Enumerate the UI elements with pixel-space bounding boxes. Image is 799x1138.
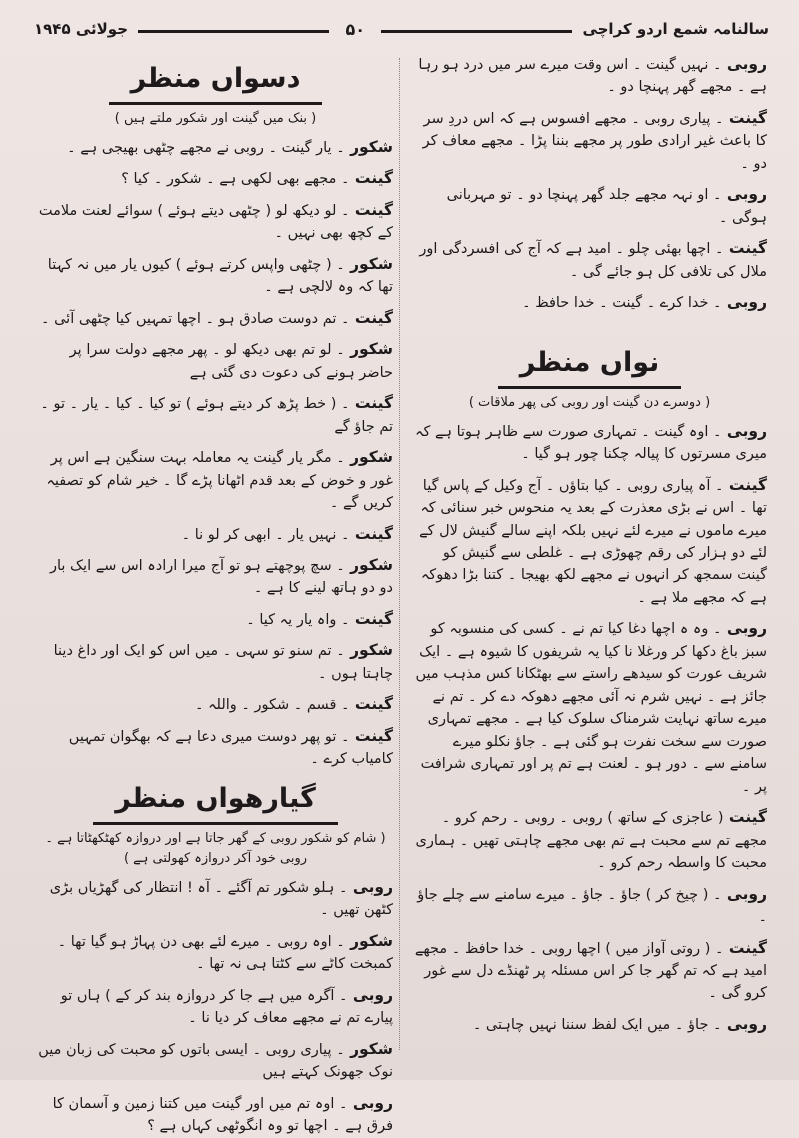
header-rule-right <box>381 30 572 33</box>
speaker-name: گینت <box>349 169 393 188</box>
dialogue-line <box>38 252 393 299</box>
left-column <box>38 52 393 1135</box>
right-column <box>412 52 767 1060</box>
dialogue-line <box>38 135 393 159</box>
dialogue-line <box>38 638 393 685</box>
speaker-name: روبی <box>721 1014 767 1033</box>
dialogue-text: ۔ نہیں گینت ۔ اس وقت میرے سر میں درد ہو رہا ہے ۔ مجھے گھر پہنچا دو ۔ <box>418 57 767 96</box>
speaker-name: روبی <box>721 293 767 312</box>
speaker-name: گینت <box>723 108 767 127</box>
dialogue-text: ۔ اوہ تم میں اور گینت میں کتنا زمین و آسمان کا فرق ہے ۔ اچھا تو وہ انگوٹھی کہاں ہے ؟ <box>52 1095 393 1135</box>
dialogue-line <box>412 616 767 798</box>
speaker-name: گینت <box>723 938 767 957</box>
speaker-name: گینت <box>349 394 393 413</box>
dialogue-line <box>412 936 767 1005</box>
speaker-name: گینت <box>349 609 393 628</box>
header-magazine-title: سالنامہ شمع اردو کراچی <box>582 20 769 38</box>
dialogue-line <box>38 166 393 190</box>
right-column-dialogue <box>412 52 767 315</box>
dialogue-text: ۔ ( خط پڑھ کر دیتے ہوئے ) تو کیا ۔ کیا ۔ یار ۔ تو ۔ تم جاؤ گے <box>40 396 393 435</box>
dialogue-text: ۔ ( روتی آواز میں ) اچھا روبی ۔ خدا حافظ ۔ مجھے امید ہے کہ تم گھر جا کر اس مسئلہ پر ٹھنڈے دل سے غور کرو گی ۔ <box>414 940 767 1002</box>
dialogue-text: ۔ مجھے بھی لکھی ہے ۔ شکور ۔ کیا ؟ <box>121 171 350 188</box>
scene-eleventh-dialogue <box>38 875 393 1138</box>
speaker-name: گینت <box>723 239 767 258</box>
dialogue-text: ۔ خدا کرے ۔ گینت ۔ خدا حافظ ۔ <box>522 295 722 312</box>
dialogue-text: ۔ قسم ۔ شکور ۔ واللہ ۔ <box>194 697 350 714</box>
speaker-name: شکور <box>344 931 393 950</box>
dialogue-text: ۔ ( چٹھی واپس کرتے ہوئے ) کیوں یار میں نہ کہتا تھا کہ وہ لالچی ہے ۔ <box>47 256 393 296</box>
speaker-name: شکور <box>344 340 393 359</box>
dialogue-line <box>38 1091 393 1138</box>
dialogue-text: ۔ تم سنو تو سہی ۔ میں اس کو ایک اور داغ دینا چاہتا ہوں ۔ <box>53 643 393 682</box>
dialogue-text: ۔ مگر یار گینت یہ معاملہ بہت سنگین ہے اس پر غور و خوض کے بعد قدم اٹھانا پڑے گا ۔ خیر شام کو تصفیہ کریں گے ۔ <box>46 450 393 512</box>
speaker-name: روبی <box>721 185 767 204</box>
header-date: جولائی ۱۹۴۵ <box>33 20 129 38</box>
speaker-name: روبی <box>347 985 393 1004</box>
scene-heading-ninth: نواں منظر <box>412 342 767 389</box>
speaker-name: گینت <box>349 200 393 219</box>
dialogue-line <box>38 445 393 514</box>
scene-note-eleventh: ( شام کو شکور روبی کے گھر جاتا ہے اور دروازہ کھٹکھٹاتا ہے ۔ روبی خود آکر دروازہ کھولتی ہے ) <box>45 830 386 866</box>
dialogue-text: ۔ اچھا بھئی چلو ۔ امید ہے کہ آج کی افسردگی اور ملال کی تلافی کل ہو جائے گی ۔ <box>419 241 767 280</box>
speaker-name: شکور <box>344 137 393 156</box>
dialogue-line <box>412 236 767 283</box>
dialogue-line <box>412 106 767 175</box>
dialogue-line <box>38 306 393 330</box>
dialogue-line <box>412 182 767 229</box>
dialogue-text: ۔ وہ ہ اچھا دغا کیا تم نے ۔ کسی کی منسوبہ کو سبز باغ دکھا کر ورغلا نا کیا یہ شریفوں کا شیوہ ہے ۔ ایک شریف عورت کو سیدھے راستے سے بھٹکانا کس مذہب میں جائز ہے ۔ نہیں شرم نہ آئی مجھے دھوکہ دے کر ۔ تم نے میرے ساتھ نہایت شرمناک سلوک کیا ہے ۔ مجھے تمہاری صورت سے سخت نفرت ہو گئی ہے ۔ جاؤ نکلو میرے سامنے سے ۔ دور ہو ۔ لعنت ہے تم پر اور تمہاری شرافت پر ۔ <box>415 621 767 795</box>
dialogue-text: ( عاجزی کے ساتھ ) روبی ۔ روبی ۔ رحم کرو ۔ مجھے تم سے محبت ہے تم بھی مجھے چاہتی تھیں ۔ ہماری محبت کا واسطہ رحم کرو ۔ <box>415 810 767 872</box>
page-header <box>34 12 769 46</box>
dialogue-line <box>38 983 393 1030</box>
speaker-name: گینت <box>349 695 393 714</box>
speaker-name: روبی <box>721 55 767 73</box>
dialogue-text: ۔ نہیں یار ۔ ابھی کر لو نا ۔ <box>181 526 350 543</box>
speaker-name: روبی <box>721 619 767 638</box>
dialogue-line <box>412 805 767 874</box>
dialogue-text: ۔ یار گینت ۔ روبی نے مجھے چٹھی بھیجی ہے ۔ <box>67 139 345 156</box>
dialogue-text: ۔ ہلو شکور تم آگئے ۔ آہ ! انتظار کی گھڑیاں بڑی کٹھن تھیں ۔ <box>49 879 393 919</box>
dialogue-line <box>38 929 393 976</box>
speaker-name: شکور <box>344 448 393 467</box>
dialogue-line <box>412 290 767 314</box>
dialogue-line <box>412 1012 767 1036</box>
page-number: ۵۰ <box>345 19 365 39</box>
dialogue-text: ۔ آگرہ میں ہے جا کر دروازہ بند کر کے ) ہاں تو پیارے تم نے مجھے معاف کر دیا نا ۔ <box>60 987 393 1027</box>
dialogue-text: ۔ پیاری روبی ۔ مجھے افسوس ہے کہ اس دردِ سر کا باعث غیر ارادی طور پر مجھے بننا پڑا ۔ مجھے معاف کر دو ۔ <box>422 110 767 172</box>
header-rule-left <box>138 30 329 33</box>
dialogue-text: ۔ تو پھر دوست میری دعا ہے کہ بھگوان تمہیں کامیاب کرے ۔ <box>68 728 393 768</box>
speaker-name: شکور <box>344 641 393 660</box>
dialogue-line <box>38 724 393 771</box>
speaker-name: گینت <box>349 726 393 745</box>
speaker-name: روبی <box>721 421 767 440</box>
dialogue-line <box>38 553 393 600</box>
speaker-name: روبی <box>347 1093 393 1112</box>
dialogue-text: ۔ لو دیکھ لو ( چٹھی دیتے ہوئے ) سوائے لعنت ملامت کے کچھ بھی نہیں ۔ <box>38 202 393 242</box>
dialogue-line <box>412 473 767 610</box>
dialogue-line <box>38 1037 393 1084</box>
dialogue-line <box>38 875 393 922</box>
scene-heading-eleventh: گیارھواں منظر <box>38 778 393 825</box>
dialogue-line <box>412 419 767 466</box>
scene-heading-tenth: دسواں منظر <box>38 58 393 105</box>
speaker-name: شکور <box>344 556 393 575</box>
dialogue-text: ۔ سچ پوچھتے ہو تو آج میرا ارادہ اس سے ایک بار دو دو ہاتھ لینے کا ہے ۔ <box>49 558 393 597</box>
speaker-name: شکور <box>344 1039 393 1058</box>
scene-tenth-dialogue <box>38 135 393 771</box>
dialogue-line <box>38 692 393 716</box>
dialogue-line <box>38 391 393 438</box>
speaker-name: روبی <box>347 877 393 896</box>
dialogue-text: ۔ او نہہ مجھے جلد گھر پہنچا دو ۔ تو مہربانی ہوگی ۔ <box>446 187 767 226</box>
dialogue-text: ۔ اوہ گینت ۔ تمہاری صورت سے ظاہر ہوتا ہے کہ میری مسرتوں کا پیالہ چکنا چور ہو گیا ۔ <box>414 423 767 463</box>
speaker-name: شکور <box>344 254 393 273</box>
speaker-name: گینت <box>723 475 767 494</box>
scene-note-ninth: ( دوسرے دن گینت اور روبی کی پھر ملاقات ) <box>468 394 711 410</box>
column-divider <box>399 58 400 1050</box>
scene-note-tenth: ( بنک میں گینت اور شکور ملتے ہیں ) <box>114 110 317 126</box>
dialogue-text: ۔ تم دوست صادق ہو ۔ اچھا تمہیں کیا چٹھی آئی ۔ <box>40 310 350 327</box>
dialogue-line <box>412 52 767 99</box>
dialogue-line <box>38 198 393 245</box>
dialogue-line <box>412 882 767 929</box>
speaker-name: گینت <box>349 308 393 327</box>
dialogue-line <box>38 607 393 631</box>
dialogue-text: ۔ آہ پیاری روبی ۔ کیا بتاؤں ۔ آج وکیل کے پاس گیا تھا ۔ اس نے بڑی معذرت کے بعد یہ منحوس خبر سنائی کہ میرے ماموں نے میرے لئے نہیں بلکہ اپنے سالے گنیش لال کے لئے دو ہزار کی رقم چھوڑی ہے ۔ غلطی سے گنیش کو گینت سمجھ کر انہوں نے مجھے لکھ بھیجا ۔ کتنا بڑا دھوکہ ہے کہ مجھے ملا ہے ۔ <box>419 477 767 606</box>
speaker-name: گینت <box>723 808 767 827</box>
dialogue-text: ۔ اوہ روبی ۔ میرے لئے بھی دن پہاڑ ہو گیا تھا ۔ کمبخت کاٹے سے کٹتا ہی نہ تھا ۔ <box>57 933 393 973</box>
speaker-name: گینت <box>349 524 393 543</box>
scene-ninth-dialogue <box>412 419 767 1037</box>
dialogue-text: ۔ لو تم بھی دیکھ لو ۔ پھر مجھے دولت سرا پر حاضر ہونے کی دعوت دی گئی ہے <box>69 342 393 381</box>
dialogue-line <box>38 337 393 384</box>
dialogue-text: ۔ پیاری روبی ۔ ایسی باتوں کو محبت کی زبان میں نوک جھونک کہتے ہیں <box>38 1041 393 1081</box>
dialogue-text: ۔ ( چیخ کر ) جاؤ ۔ جاؤ ۔ میرے سامنے سے چلے جاؤ ۔ <box>417 886 767 926</box>
dialogue-text: ۔ واہ یار یہ کیا ۔ <box>246 611 350 628</box>
dialogue-text: ۔ جاؤ ۔ میں ایک لفظ سننا نہیں چاہتی ۔ <box>472 1016 722 1033</box>
speaker-name: روبی <box>721 884 767 903</box>
dialogue-line <box>38 522 393 546</box>
